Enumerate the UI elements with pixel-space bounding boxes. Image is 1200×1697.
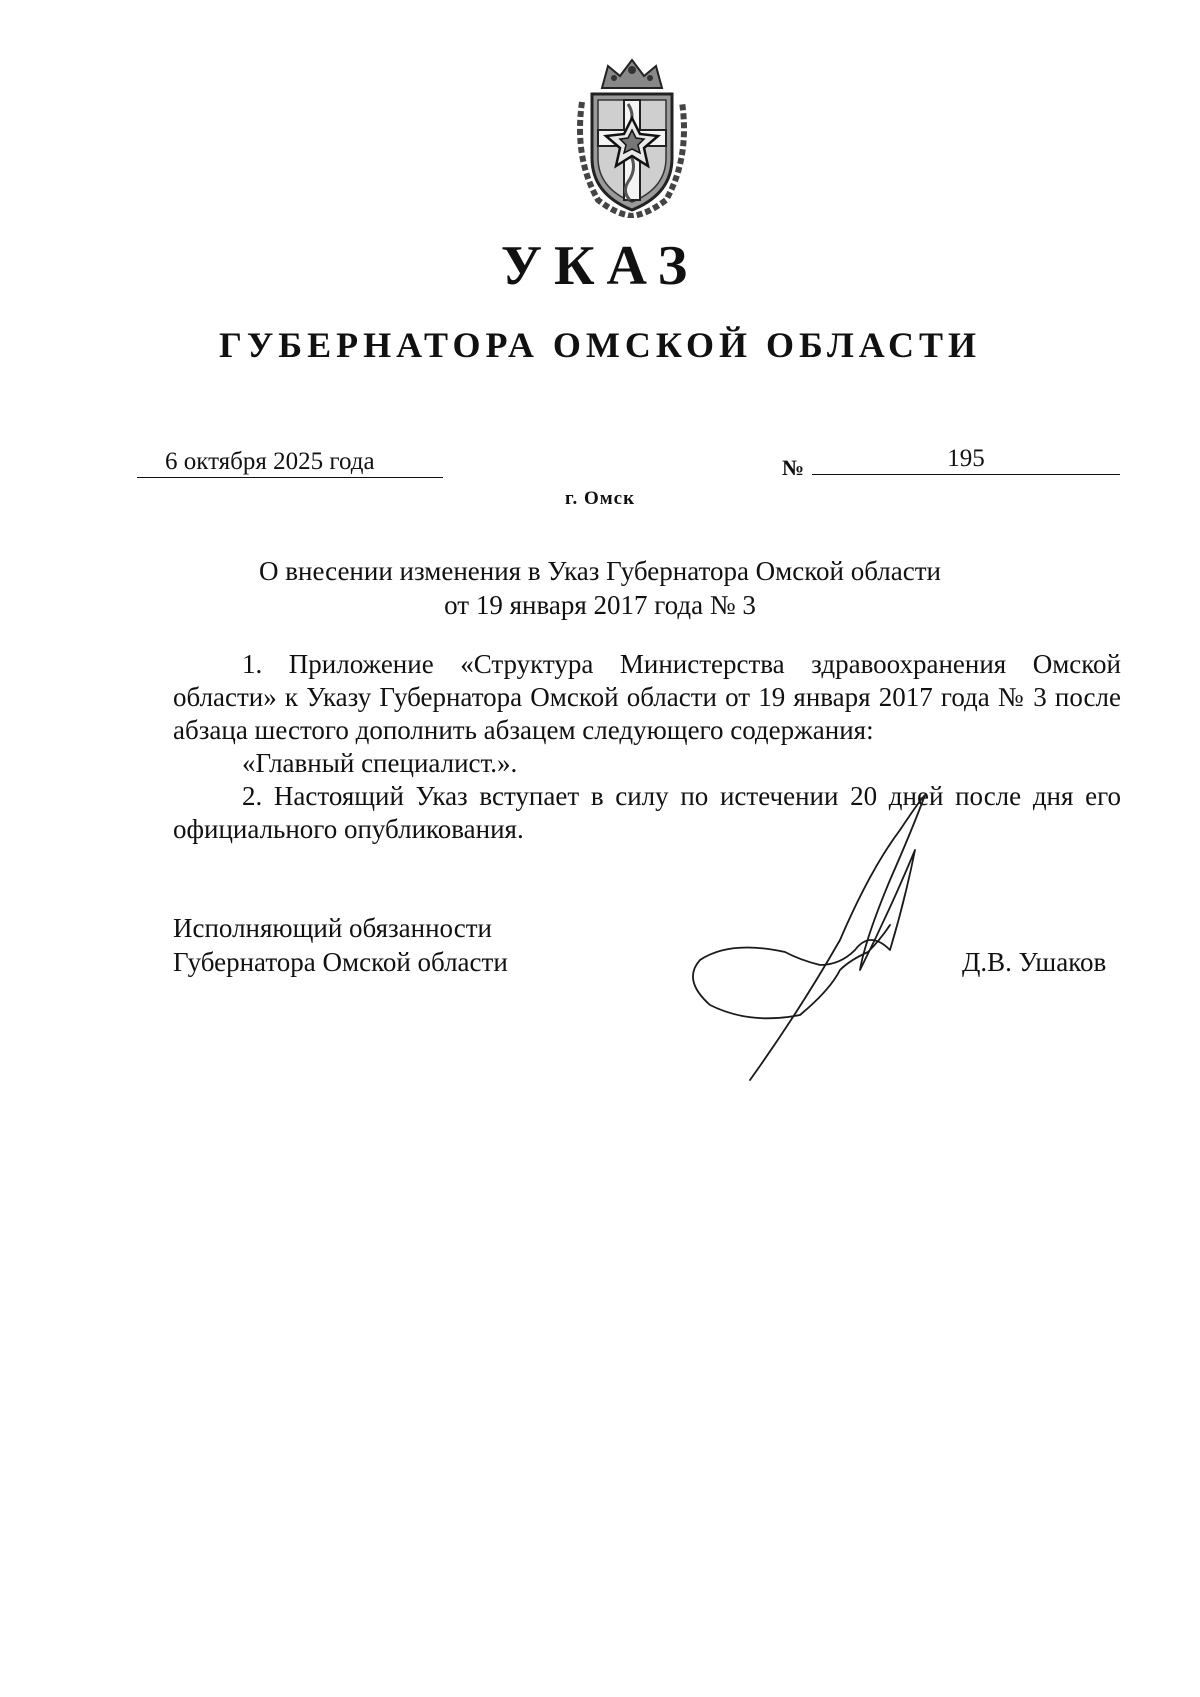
number-label: № [782,455,805,480]
subject-line-1: О внесении изменения в Указ Губернатора Омской области [259,556,941,586]
signer-position-line-1: Исполняющий обязанности [173,913,492,943]
subject-line-2: от 19 января 2017 года № 3 [444,590,756,620]
document-date: 6 октября 2025 года [137,446,443,478]
document-subtitle: ГУБЕРНАТОРА ОМСКОЙ ОБЛАСТИ [218,325,982,365]
document-subject [0,554,1200,622]
document-title: УКАЗ [500,235,700,297]
body-paragraph-2: «Главный специалист.». [242,748,518,778]
body-paragraph-1: 1. Приложение «Структура Министерства здравоохранения Омской области» к Указу Губернатора Омской области от 19 января 2017 года № 3 после абзаца шестого дополнить абзацем следующего содержания: [173,649,1121,745]
document-number: 195 [812,443,1120,475]
document-city: г. Омск [564,488,636,509]
signer-position-line-2: Губернатора Омской области [173,947,508,977]
coat-of-arms-icon [568,58,696,218]
signer-position [173,911,508,979]
signer-name: Д.В. Ушаков [962,947,1107,977]
body-paragraph-3: 2. Настоящий Указ вступает в силу по истечении 20 дней после дня его официального опубликования. [173,781,1121,844]
handwritten-signature-icon [690,790,1020,1090]
